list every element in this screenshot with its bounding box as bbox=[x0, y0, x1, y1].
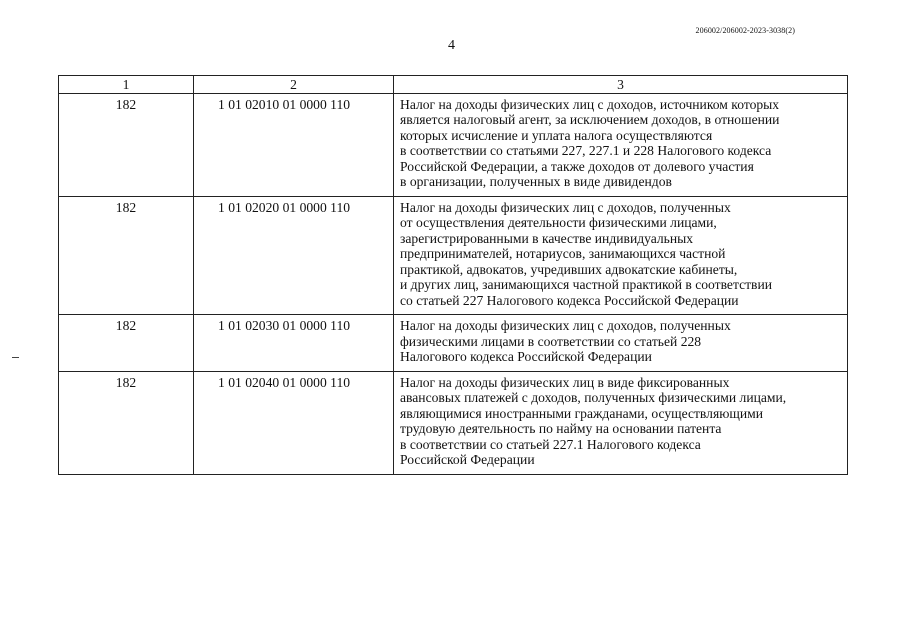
income-name-line: Налог на доходы физических лиц с доходов, источником которых bbox=[400, 96, 780, 112]
admin-code-cell: 182 bbox=[59, 93, 194, 196]
admin-code-cell: 182 bbox=[59, 315, 194, 372]
income-name-line: Российской Федерации bbox=[400, 452, 535, 467]
scan-mark bbox=[12, 357, 19, 358]
income-name-line: и других лиц, занимающихся частной практикой в соответствии bbox=[400, 277, 773, 292]
income-name-cell bbox=[394, 315, 848, 372]
document-reference: 206002/206002-2023-3038(2) bbox=[695, 26, 795, 35]
income-name-line: являющимися иностранными гражданами, осуществляющими bbox=[400, 405, 763, 421]
admin-code-cell: 182 bbox=[59, 371, 194, 474]
column-header-admin: 1 bbox=[59, 76, 194, 94]
tax-codes-table bbox=[58, 75, 848, 475]
column-header-code: 2 bbox=[194, 76, 394, 94]
income-name-line: Налог на доходы физических лиц с доходов, полученных bbox=[400, 199, 731, 215]
table-row bbox=[59, 315, 848, 372]
income-name-line: Российской Федерации, а также доходов от долевого участия bbox=[400, 158, 754, 174]
income-name-line: со статьей 227 Налогового кодекса Российской Федерации bbox=[400, 292, 739, 308]
budget-code-cell: 1 01 02010 01 0000 110 bbox=[194, 93, 394, 196]
income-name-line: зарегистрированными в качестве индивидуальных bbox=[400, 230, 694, 246]
income-name-line: от осуществления деятельности физическими лицами, bbox=[400, 215, 717, 230]
income-name-line: которых исчисление и уплата налога осуществляются bbox=[400, 127, 713, 143]
table-row bbox=[59, 196, 848, 315]
income-name-line: Налог на доходы физических лиц в виде фиксированных bbox=[400, 374, 730, 390]
admin-code-cell: 182 bbox=[59, 196, 194, 315]
column-header-name: 3 bbox=[394, 76, 848, 94]
income-name-line: в соответствии со статьями 227, 227.1 и 228 Налогового кодекса bbox=[400, 143, 772, 158]
budget-code-cell: 1 01 02030 01 0000 110 bbox=[194, 315, 394, 372]
income-name-line: предпринимателей, нотариусов, занимающихся частной bbox=[400, 246, 726, 261]
table-header-row bbox=[59, 76, 848, 94]
budget-code-cell: 1 01 02040 01 0000 110 bbox=[194, 371, 394, 474]
income-name-line: Налогового кодекса Российской Федерации bbox=[400, 349, 652, 364]
income-name-line: практикой, адвокатов, учредивших адвокатские кабинеты, bbox=[400, 261, 738, 277]
income-name-line: авансовых платежей с доходов, полученных физическими лицами, bbox=[400, 390, 787, 405]
income-name-line: физическими лицами в соответствии со статьей 228 bbox=[400, 333, 702, 349]
income-name-line: трудовую деятельность по найму на основании патента bbox=[400, 421, 722, 436]
income-name-line: в организации, полученных в виде дивидендов bbox=[400, 174, 672, 189]
page-number: 4 bbox=[448, 38, 455, 53]
income-name-line: Налог на доходы физических лиц с доходов, полученных bbox=[400, 318, 731, 333]
table-row bbox=[59, 93, 848, 196]
budget-code-cell: 1 01 02020 01 0000 110 bbox=[194, 196, 394, 315]
table-row bbox=[59, 371, 848, 474]
income-name-line: в соответствии со статьей 227.1 Налогового кодекса bbox=[400, 436, 701, 452]
table-body bbox=[59, 93, 848, 474]
income-name-line: является налоговый агент, за исключением доходов, в отношении bbox=[400, 112, 780, 127]
income-name-cell bbox=[394, 93, 848, 196]
income-name-cell bbox=[394, 371, 848, 474]
income-name-cell bbox=[394, 196, 848, 315]
